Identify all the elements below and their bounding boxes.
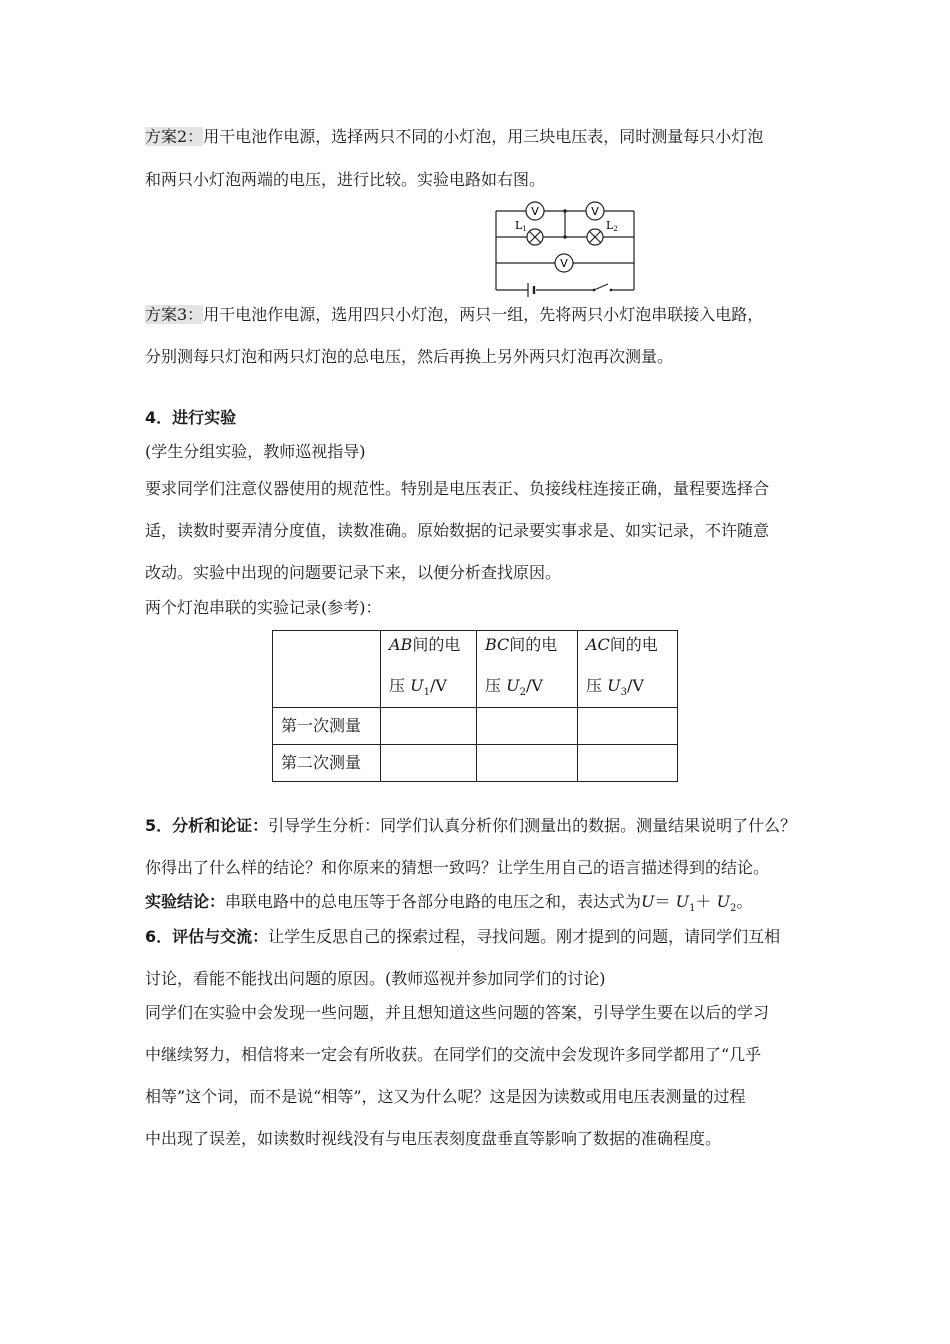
section6-para-line: 同学们在实验中会发现一些问题，并且想知道这些问题的答案，引导学生要在以后的学习 — [145, 1003, 770, 1022]
voltmeter-1-label: V — [531, 205, 539, 218]
plan3-line2: 分别测每只灯泡和两只灯泡的总电压，然后再换上另外两只灯泡再次测量。 — [145, 347, 674, 366]
section4-line1: 要求同学们注意仪器使用的规范性。特别是电压表正、负接线柱连接正确，量程要选择合 — [145, 479, 770, 498]
table-caption: 两个灯泡串联的实验记录(参考)： — [145, 598, 382, 617]
formula: $U= U_1+ U_2$。 — [641, 892, 753, 915]
row-label: 第一次测量 — [273, 708, 381, 745]
voltmeter-3-label: V — [560, 257, 568, 270]
table-header-row — [273, 631, 678, 708]
lamp-2-label: L2 — [606, 219, 618, 233]
section6-para-line: 相等”这个词，而不是说“相等”，这又为什么呢？这是因为读数或用电压表测量的过程 — [145, 1087, 746, 1106]
plan3-label: 方案3： — [145, 305, 204, 324]
table-cell — [381, 708, 477, 745]
table-row — [273, 708, 678, 745]
plan2-label: 方案2： — [145, 127, 204, 146]
lamp-1 — [527, 229, 543, 245]
section6-line2: 讨论，看能不能找出问题的原因。(教师巡视并参加同学们的讨论) — [145, 969, 606, 988]
table-row — [273, 745, 678, 782]
table-cell — [381, 745, 477, 782]
circuit-diagram — [490, 198, 640, 298]
plan2-line2: 和两只小灯泡两端的电压，进行比较。实验电路如右图。 — [145, 170, 546, 189]
conclusion: 实验结论：串联电路中的总电压等于各部分电路的电压之和，表达式为$U= U_1+ U_2$。 — [145, 892, 753, 915]
section6-para-line: 中出现了误差，如读数时视线没有与电压表刻度盘垂直等影响了数据的准确程度。 — [145, 1129, 722, 1148]
table-cell — [578, 745, 678, 782]
header-bc: BC间的电 压 $U_2/V$ — [477, 631, 578, 708]
section4-note: (学生分组实验，教师巡视指导) — [145, 442, 366, 461]
table-corner-cell — [273, 631, 381, 708]
voltmeter-1 — [526, 202, 544, 220]
section5-heading: 5．分析和论证： — [145, 816, 269, 835]
section6-line1: 6．评估与交流：让学生反思自己的探索过程，寻找问题。刚才提到的问题，请同学们互相 — [145, 927, 781, 946]
section4-heading: 4．进行实验 — [145, 408, 237, 427]
table-cell — [477, 745, 578, 782]
lamp-1-label: L1 — [515, 219, 527, 233]
table-cell — [477, 708, 578, 745]
lamp-2 — [587, 229, 603, 245]
section4-line3: 改动。实验中出现的问题要记录下来，以便分析查找原因。 — [145, 563, 562, 582]
header-ac: AC间的电 压 $U_3/V$ — [578, 631, 678, 708]
voltmeter-2 — [586, 202, 604, 220]
table-cell — [578, 708, 678, 745]
conclusion-label: 实验结论： — [145, 892, 226, 911]
section6-para-line: 中继续努力，相信将来一定会有所收获。在同学们的交流中会发现许多同学都用了“几乎 — [145, 1045, 762, 1064]
section5-line1: 5．分析和论证：引导学生分析：同学们认真分析你们测量出的数据。测量结果说明了什么？ — [145, 816, 797, 835]
section4-line2: 适，读数时要弄清分度值，读数准确。原始数据的记录要实事求是、如实记录，不许随意 — [145, 521, 770, 540]
row-label: 第二次测量 — [273, 745, 381, 782]
header-ab: AB间的电 压 $U_1/V$ — [381, 631, 477, 708]
plan2-line1: 方案2：用干电池作电源，选择两只不同的小灯泡，用三块电压表，同时测量每只小灯泡 — [145, 127, 764, 146]
voltmeter-3 — [555, 254, 573, 272]
section5-line2: 你得出了什么样的结论？和你原来的猜想一致吗？让学生用自己的语言描述得到的结论。 — [145, 858, 770, 877]
record-table — [272, 630, 678, 782]
voltmeter-2-label: V — [591, 205, 599, 218]
section6-heading: 6．评估与交流： — [145, 927, 269, 946]
plan3-line1: 方案3：用干电池作电源，选用四只小灯泡，两只一组，先将两只小灯泡串联接入电路， — [145, 305, 764, 324]
